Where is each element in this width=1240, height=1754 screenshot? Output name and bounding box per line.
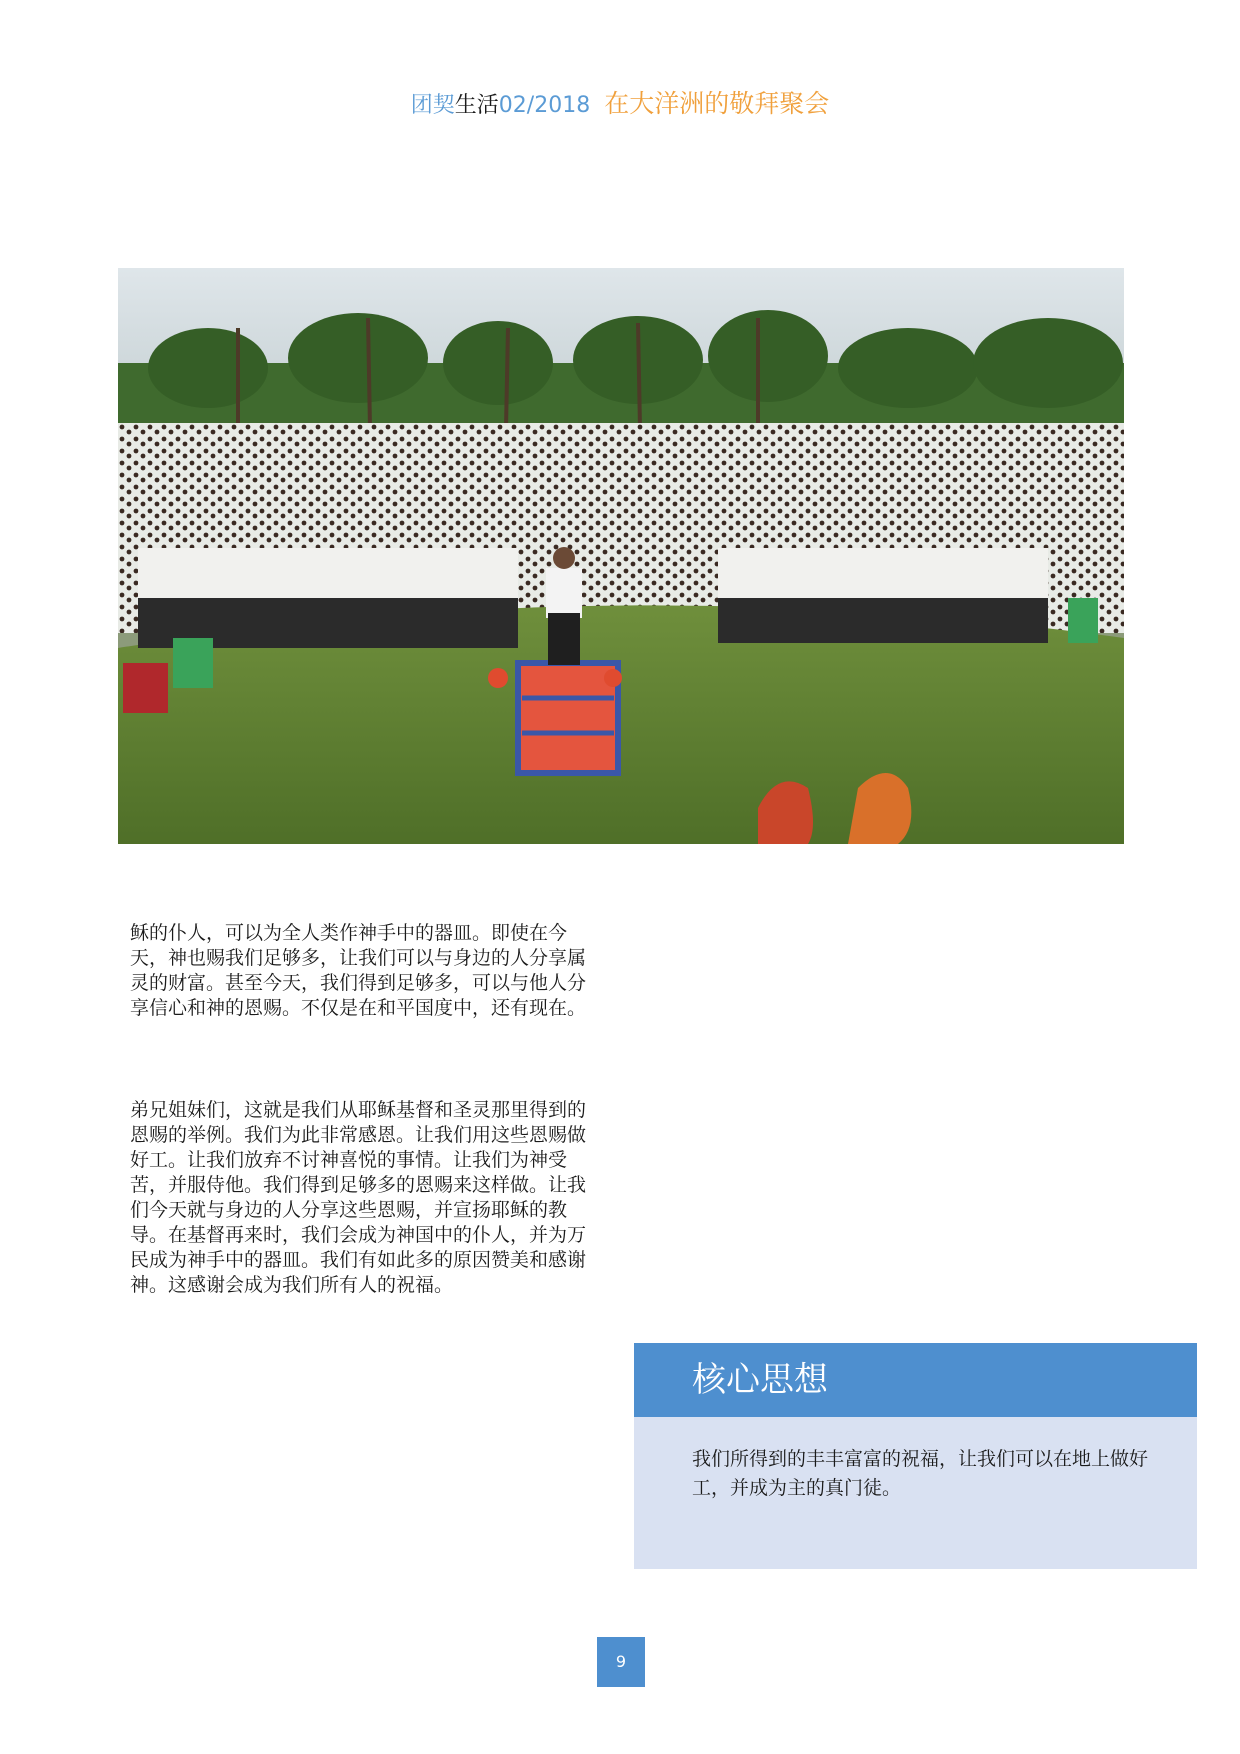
- worship-gathering-photo: [118, 268, 1124, 844]
- brand-part2: 生活: [454, 93, 499, 118]
- core-idea-box: [634, 1343, 1197, 1569]
- body-paragraph-1: 稣的仆人，可以为全人类作神手中的器皿。即使在今天，神也赐我们足够多，让我们可以与身边的人分享属灵的财富。甚至今天，我们得到足够多，可以与他人分享信心和神的恩赐。不仅是在和平国度中，还有现在。: [130, 922, 587, 1019]
- photo-illustration: [118, 268, 1124, 844]
- page-header: [0, 84, 1240, 120]
- core-idea-heading: 核心思想: [634, 1343, 1197, 1417]
- article-title: 在大洋洲的敬拜聚会: [604, 89, 830, 118]
- body-paragraph-2: 弟兄姐妹们，这就是我们从耶稣基督和圣灵那里得到的恩赐的举例。我们为此非常感恩。让我们用这些恩赐做好工。让我们放弃不讨神喜悦的事情。让我们为神受苦，并服侍他。我们得到足够多的恩赐来这样做。让我们今天就与身边的人分享这些恩赐，并宣扬耶稣的教导。在基督再来时，我们会成为神国中的仆人，并为万民成为神手中的器皿。我们有如此多的原因赞美和感谢神。这感谢会成为我们所有人的祝福。: [130, 1099, 587, 1296]
- core-idea-text: 我们所得到的丰丰富富的祝福，让我们可以在地上做好工，并成为主的真门徒。: [692, 1448, 1149, 1499]
- issue-number: 02/2018: [498, 93, 591, 118]
- brand-part1: 团契: [410, 93, 455, 118]
- page-number: 9: [597, 1637, 645, 1687]
